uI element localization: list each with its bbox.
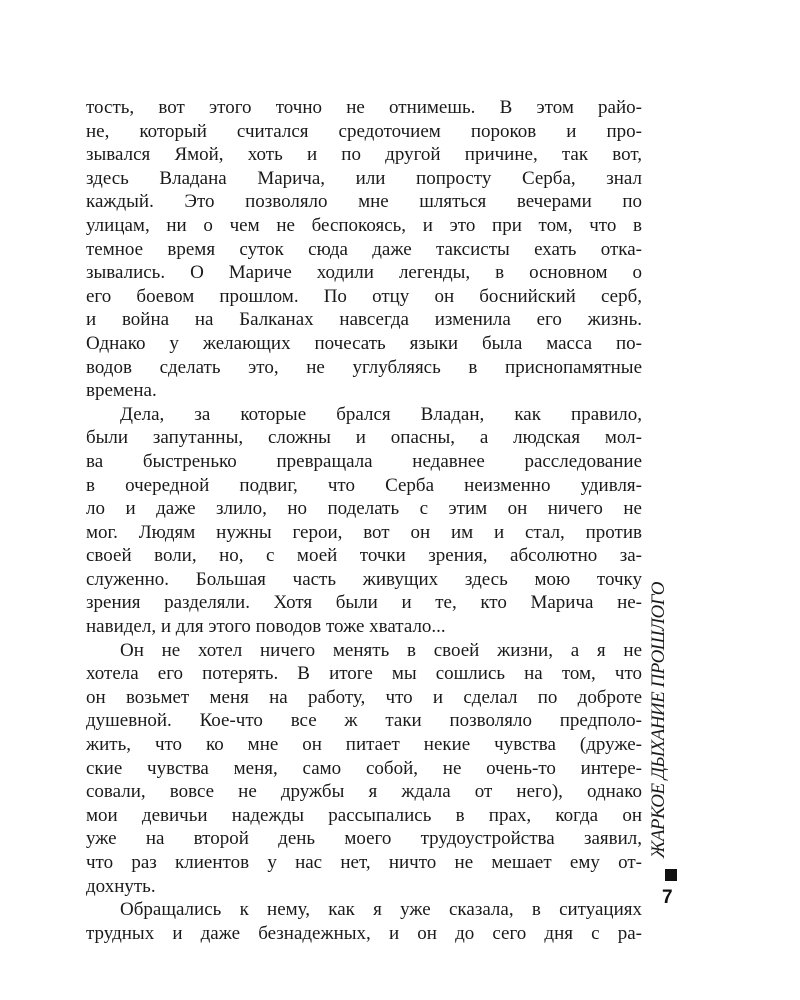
text-line: каждый. Это позволяло мне шляться вечерами по [86, 191, 642, 213]
text-line: мои девичьи надежды рассыпались в прах, когда он [86, 804, 642, 826]
page-marker-square [665, 869, 677, 881]
text-line: ские чувства меня, само собой, не очень-то интере- [86, 757, 642, 779]
text-line: не, который считался средоточием пороков и про- [86, 120, 642, 142]
text-line: Он не хотел ничего менять в своей жизни, а я не [120, 639, 642, 661]
text-line: Обращались к нему, как я уже сказала, в ситуациях [120, 899, 642, 921]
text-line: он возьмет меня на работу, что и сделал по доброте [86, 686, 642, 708]
text-line: Дела, за которые брался Владан, как правило, [120, 403, 642, 425]
text-line: дохнуть. [86, 875, 156, 897]
text-line: душевной. Кое-что все ж таки позволяло предполо- [86, 710, 642, 732]
body-text [86, 96, 642, 945]
text-line: ва быстренько превращала недавнее расследование [86, 450, 642, 472]
running-head: ЖАРКОЕ ДЫХАНИЕ ПРОШЛОГО [648, 582, 669, 859]
text-line: улицам, ни о чем не беспокоясь, и это при том, что в [86, 214, 642, 236]
text-line: своей воли, но, с моей точки зрения, абсолютно за- [86, 545, 642, 567]
text-line: тость, вот этого точно не отнимешь. В этом райо- [86, 97, 642, 118]
text-line: жить, что ко мне он питает некие чувства (друже- [86, 734, 642, 756]
text-line: времена. [86, 380, 157, 402]
text-line: что раз клиентов у нас нет, ничто не мешает ему от- [86, 852, 642, 873]
page-number: 7 [662, 887, 673, 908]
text-line: его боевом прошлом. По отцу он боснийский серб, [86, 285, 642, 307]
text-line: были запутанны, сложны и опасны, а людская мол- [86, 427, 642, 449]
text-line: зрения разделяли. Хотя были и те, кто Марича не- [86, 592, 642, 614]
text-line: в очередной подвиг, что Серба неизменно удивля- [86, 474, 642, 496]
text-line: зывались. О Мариче ходили легенды, в основном о [86, 262, 642, 284]
text-line: уже на второй день моего трудоустройства заявил, [86, 828, 642, 850]
text-line: навидел, и для этого поводов тоже хватало... [86, 616, 446, 638]
text-line: хотела его потерять. В итоге мы сошлись на том, что [86, 663, 642, 685]
text-line: темное время суток сюда даже таксисты ехать отка- [86, 238, 642, 260]
text-line: ло и даже злило, но поделать с этим он ничего не [86, 498, 642, 520]
text-line: мог. Людям нужны герои, вот он им и стал, против [86, 521, 642, 543]
text-line: Однако у желающих почесать языки была масса по- [86, 332, 642, 354]
text-line: водов сделать это, не углубляясь в приснопамятные [86, 356, 642, 378]
text-line: служенно. Большая часть живущих здесь мою точку [86, 568, 642, 590]
text-line: совали, вовсе не дружбы я ждала от него), однако [86, 781, 642, 803]
text-line: здесь Владана Марича, или попросту Серба, знал [86, 167, 642, 189]
text-line: трудных и даже безнадежных, и он до сего дня с ра- [86, 922, 642, 944]
text-line: зывался Ямой, хоть и по другой причине, так вот, [86, 144, 642, 166]
text-line: и война на Балканах навсегда изменила его жизнь. [86, 309, 642, 331]
